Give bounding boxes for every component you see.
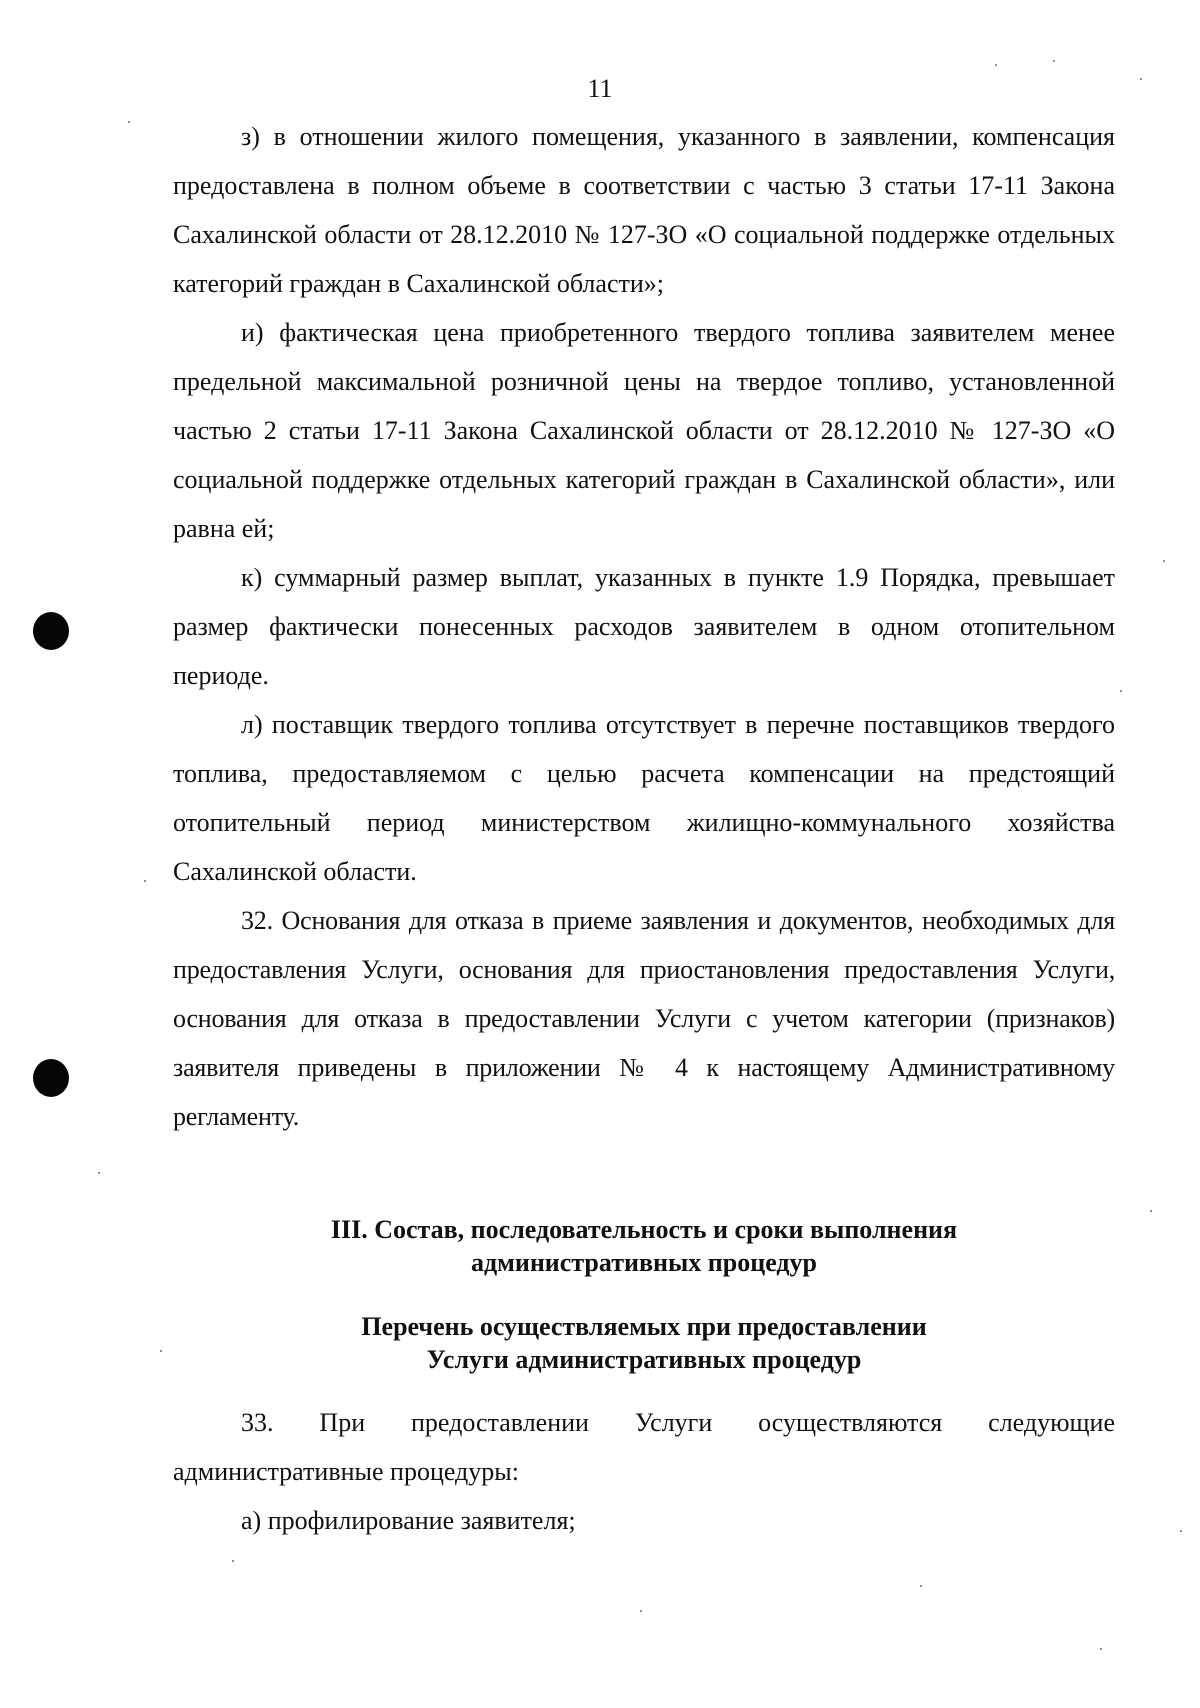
scan-speck xyxy=(1180,1530,1182,1532)
punch-hole-mark xyxy=(33,612,69,650)
paragraph-i: и) фактическая цена приобретенного твердого топлива заявителем менее предельной максимальной розничной цены на твердое топливо, установленной частью 2 статьи 17-11 Закона Сахалинской области от 28.12.2010 № 127-ЗО «О социальной поддержке отдельных категорий граждан в Сахалинской области», или равна ей; xyxy=(173,318,1115,543)
scan-speck xyxy=(1120,690,1122,692)
scan-speck xyxy=(98,1172,100,1174)
list-item-a: а) профилирование заявителя; xyxy=(241,1506,576,1535)
scan-speck xyxy=(232,1560,234,1562)
subsection-heading-line-2: Услуги административных процедур xyxy=(426,1345,862,1374)
scan-speck xyxy=(1150,1210,1152,1212)
procedures-block xyxy=(173,1398,1115,1545)
scan-speck xyxy=(144,880,146,882)
scan-speck xyxy=(1163,560,1165,562)
scan-speck xyxy=(995,64,997,66)
scan-speck xyxy=(1140,78,1142,80)
section-heading xyxy=(173,1213,1115,1279)
scan-speck xyxy=(1100,1648,1102,1650)
paragraph-k: к) суммарный размер выплат, указанных в пункте 1.9 Порядка, превышает размер фактически понесенных расходов заявителем в одном отопительном периоде. xyxy=(173,563,1115,690)
section-heading-line-2: административных процедур xyxy=(470,1248,818,1277)
punch-hole-mark xyxy=(33,1059,69,1097)
document-body xyxy=(173,112,1115,1545)
scan-speck xyxy=(1053,60,1055,62)
section-heading-line-1: III. Состав, последовательность и сроки выполнения xyxy=(330,1215,958,1244)
scan-speck xyxy=(160,1350,162,1352)
paragraph-32: 32. Основания для отказа в приеме заявления и документов, необходимых для предоставления Услуги, основания для приостановления предоставления Услуги, основания для отказа в предоставлении Услуги с учетом категории (признаков) заявителя приведены в приложении № 4 к настоящему Административному регламенту. xyxy=(173,906,1115,1131)
scan-speck xyxy=(128,121,130,123)
paragraph-z: з) в отношении жилого помещения, указанного в заявлении, компенсация предоставлена в полном объеме в соответствии с частью 3 статьи 17-11 Закона Сахалинской области от 28.12.2010 № 127-ЗО «О социальной поддержке отдельных категорий граждан в Сахалинской области»; xyxy=(173,122,1115,298)
subsection-heading xyxy=(173,1310,1115,1376)
scan-speck xyxy=(640,1610,642,1612)
scan-speck xyxy=(920,1585,922,1587)
subsection-heading-line-1: Перечень осуществляемых при предоставлении xyxy=(361,1312,927,1341)
page-number: 11 xyxy=(587,74,613,103)
paragraph-l: л) поставщик твердого топлива отсутствует в перечне поставщиков твердого топлива, предоставляемом с целью расчета компенсации на предстоящий отопительный период министерством жилищно-коммунального хозяйства Сахалинской области. xyxy=(173,710,1115,886)
paragraph-33: 33. При предоставлении Услуги осуществляются следующие административные процедуры: xyxy=(173,1408,1115,1486)
